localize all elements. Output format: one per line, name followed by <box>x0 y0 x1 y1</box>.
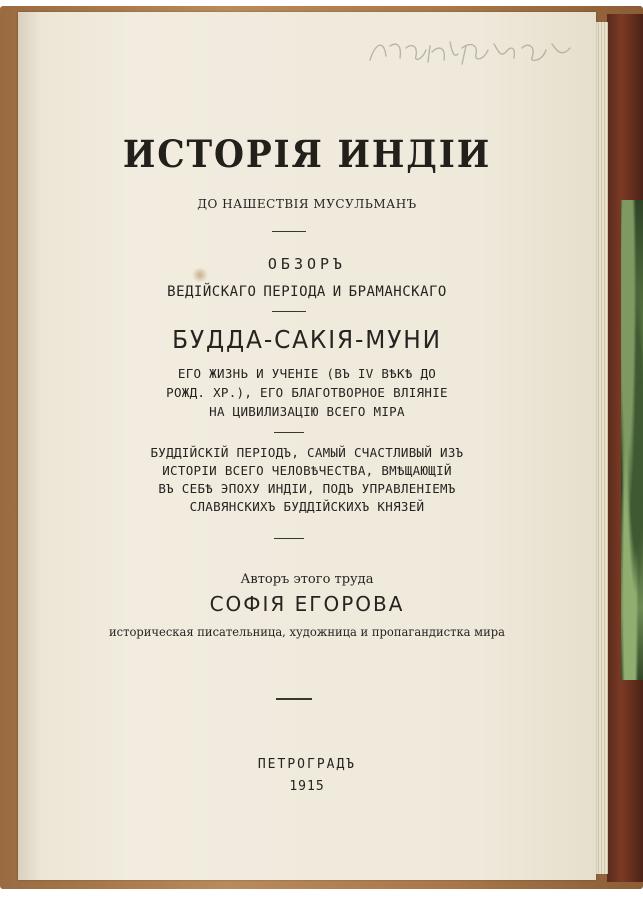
period-desc-line: БУДДІЙСКІЙ ПЕРІОДЪ, САМЫЙ СЧАСТЛИВЫЙ ИЗЪ <box>150 445 464 460</box>
period-desc-line: ИСТОРІИ ВСЕГО ЧЕЛОВѢЧЕСТВА, ВМѢЩАЮЩІЙ <box>162 463 452 478</box>
handwriting-mark <box>366 32 576 72</box>
buddha-heading: БУДДА-САКІЯ-МУНИ <box>172 325 442 354</box>
divider-rule <box>272 311 306 312</box>
buddha-desc-line: ЕГО ЖИЗНЬ И УЧЕНІЕ (ВЪ IV ВѢКѢ ДО <box>177 366 437 381</box>
divider-rule <box>274 432 304 433</box>
section-vedic-period: ВЕДІЙСКАГО ПЕРІОДА И БРАМАНСКАГО <box>167 284 447 300</box>
author-description: историческая писательница, художница и пропагандистка мира <box>109 624 505 639</box>
pencil-inscription <box>366 32 576 72</box>
book-title: ИСТОРІЯ ИНДІИ <box>122 132 492 176</box>
buddha-desc-line: НА ЦИВИЛИЗАЦІЮ ВСЕГО МІРА <box>209 404 405 419</box>
book-subtitle: ДО НАШЕСТВІЯ МУСУЛЬМАНЪ <box>197 197 417 211</box>
section-overview: ОБЗОРЪ <box>267 255 347 273</box>
buddha-desc-line: РОЖД. ХР.), ЕГО БЛАГОТВОРНОЕ ВЛІЯНІЕ <box>166 385 448 400</box>
divider-rule <box>274 538 304 539</box>
imprint-city: ПЕТРОГРАДЪ <box>257 757 357 772</box>
period-desc-line: ВЪ СЕБѢ ЭПОХУ ИНДІИ, ПОДЪ УПРАВЛЕНІЕМЪ <box>158 481 456 496</box>
period-desc-line: СЛАВЯНСКИХЪ БУДДІЙСКИХЪ КНЯЗЕЙ <box>189 499 425 514</box>
divider-rule <box>272 231 306 232</box>
imprint-year: 1915 <box>289 779 325 794</box>
marbled-endpaper <box>621 200 643 680</box>
author-intro: Авторъ этого труда <box>240 572 374 587</box>
title-page <box>18 12 596 880</box>
divider-rule <box>276 698 312 700</box>
author-name: СОФІЯ ЕГОРОВА <box>209 592 405 616</box>
